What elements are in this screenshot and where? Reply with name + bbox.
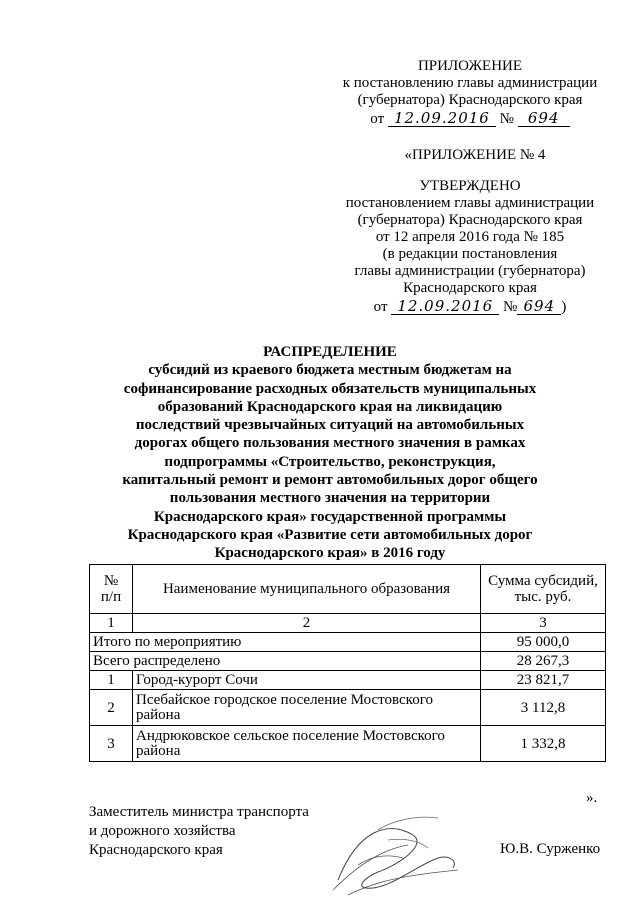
title-line: Краснодарского края» в 2016 году [214,545,446,562]
approved-heading: УТВЕРЖДЕНО [419,178,521,194]
row-number: 1 [90,671,133,690]
row-name-line-2: района [136,706,181,723]
title-line: подпрограммы «Строительство, реконструкция, [164,453,496,470]
total-event-label: Итого по мероприятию [90,633,481,652]
total-distributed-value: 28 267,3 [481,652,606,671]
column-number: 3 [481,614,606,633]
row-number: 2 [90,690,133,726]
table-header-row [90,565,606,614]
signature-block [89,803,309,860]
header-sum-line-1: Сумма субсидий, [488,573,598,589]
title-line: капитальный ремонт и ремонт автомобильных дорог общего [122,472,538,489]
row-number: 3 [90,726,133,762]
row-name [133,726,481,762]
approval-date-line [335,111,605,128]
column-number: 2 [133,614,481,633]
approval-block [335,58,605,128]
total-distributed-row [90,652,606,671]
approved-date: 12.09.2016 [391,299,499,315]
title-line: дорогах общего пользования местного значения в рамках [134,435,526,452]
table-row [90,690,606,726]
approval-from-label: от [370,111,385,127]
table-row [90,726,606,762]
total-event-value: 95 000,0 [481,633,606,652]
title-line: Краснодарского края «Развитие сети автомобильных дорог [127,526,533,543]
signature-line-2: и дорожного хозяйства [89,823,236,839]
approval-number-label: № [499,111,514,127]
document-title [60,343,600,563]
approval-line-2: (губернатора) Краснодарского края [357,92,583,108]
approved-line-4: (в редакции постановления [382,246,558,262]
row-name-line-1: Андрюковское сельское поселение Мостовского [136,727,445,744]
approved-date-line [330,299,610,316]
row-sum: 23 821,7 [481,671,606,690]
column-number-row [90,614,606,633]
approved-line-1: постановлением главы администрации [345,195,595,211]
approved-line-3: от 12 апреля 2016 года № 185 [375,229,565,245]
title-line: последствий чрезвычайных ситуаций на автомобильных [135,417,525,434]
signature-line-1: Заместитель министра транспорта [89,804,309,820]
row-sum: 1 332,8 [481,726,606,762]
title-line: пользования местного значения на территории [169,490,491,507]
annex-heading: «ПРИЛОЖЕНИЕ № 4 [404,147,546,163]
approved-number-label: № [503,299,518,315]
header-number-line-2: п/п [100,589,122,605]
title-line: субсидий из краевого бюджета местным бюджетам на [148,362,512,379]
header-number [90,565,133,614]
title-line: образований Краснодарского края на ликвидацию [157,398,503,415]
row-name [133,690,481,726]
title-line: софинансирование расходных обязательств муниципальных [123,380,537,397]
approval-line-1: к постановлению главы администрации [342,75,598,91]
approval-date: 12.09.2016 [388,111,496,127]
handwritten-signature [318,810,468,900]
approved-line-2: (губернатора) Краснодарского края [357,212,583,228]
title-line: Краснодарского края» государственной программы [153,508,507,525]
approved-from-label: от [373,299,388,315]
approved-line-5: главы администрации (губернатора) [354,263,586,279]
distribution-table [89,564,606,762]
row-name-line-2: района [136,742,181,759]
header-sum [481,565,606,614]
total-event-row [90,633,606,652]
approved-line-6: Краснодарского края [403,280,537,296]
signature-line-3: Краснодарского края [89,842,223,858]
header-sum-line-2: тыс. руб. [514,589,572,605]
total-distributed-label: Всего распределено [90,652,481,671]
closing-mark: ». [586,790,598,806]
header-number-line-1: № [103,573,119,589]
row-name: Город-курорт Сочи [133,671,481,690]
title-main: РАСПРЕДЕЛЕНИЕ [263,344,397,360]
row-sum: 3 112,8 [481,690,606,726]
approval-heading: ПРИЛОЖЕНИЕ [417,58,523,74]
header-name: Наименование муниципального образования [133,565,481,614]
approval-number: 694 [518,111,570,127]
signatory-name: Ю.В. Сурженко [500,841,601,857]
row-name-line-1: Псебайское городское поселение Мостовского [136,691,433,708]
approved-block [330,178,610,316]
approved-number: 694 [517,299,561,315]
table-row [90,671,606,690]
approved-close-paren: ) [561,299,567,315]
column-number: 1 [90,614,133,633]
